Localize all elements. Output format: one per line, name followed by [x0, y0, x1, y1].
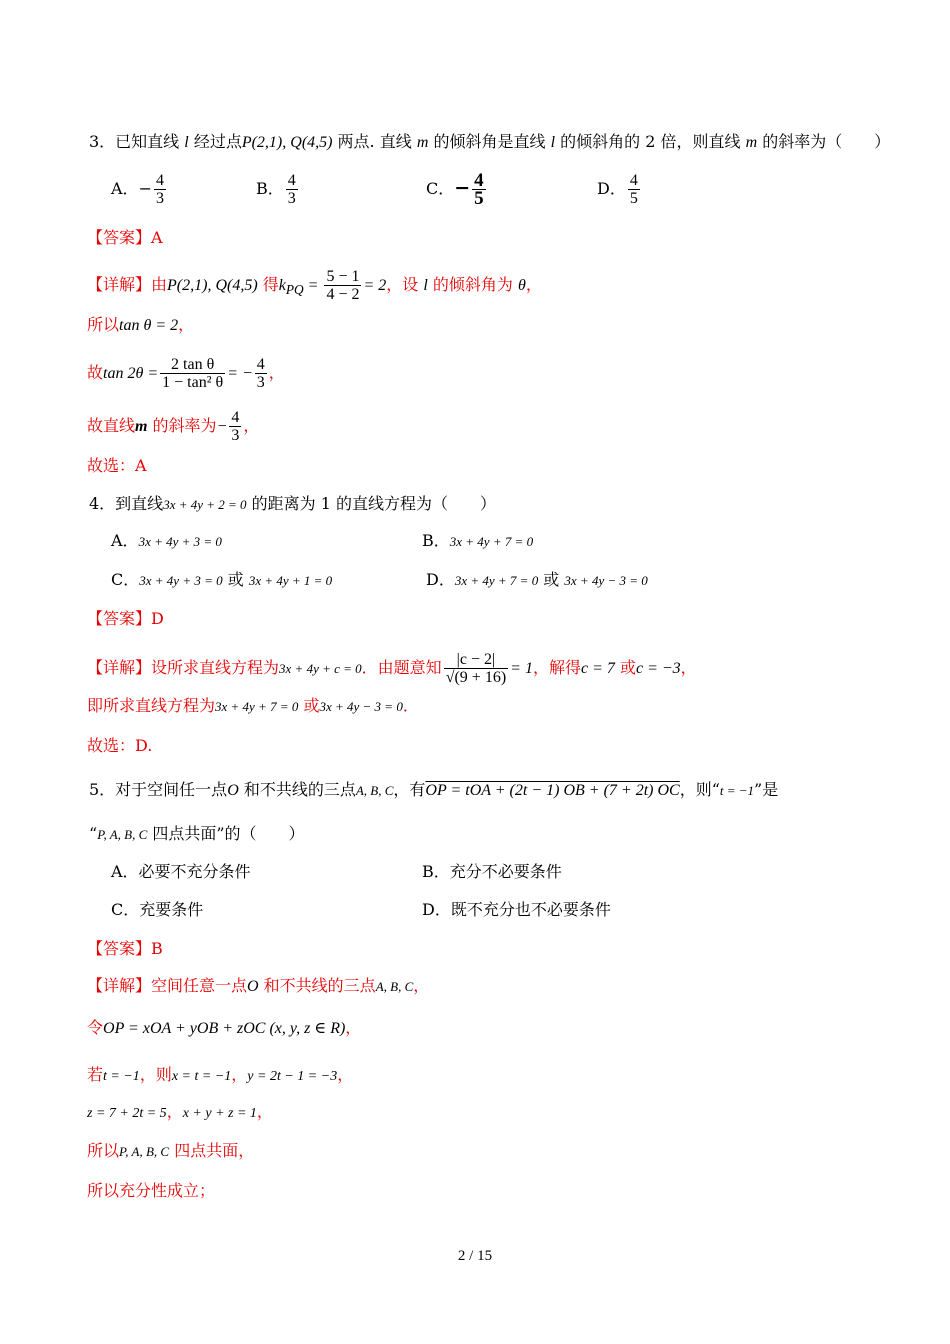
- q5-detail-6: 所以充分性成立；: [87, 1181, 216, 1200]
- q3-option-a: A．− $\frac{4}{3}$: [111, 172, 164, 207]
- q4-answer: 【答案】D: [87, 609, 164, 628]
- q5-stem-1: 5．对于空间任一点O 和不共线的三点A, B, C，有OP = tOA + (2t − 1) OB + (7 + 2t) OC，则“t = −1”是: [89, 780, 779, 799]
- q3-answer: 【答案】A: [87, 228, 163, 247]
- q3-choose: 故选：A: [87, 456, 147, 475]
- q5-detail-5: 所以P, A, B, C 四点共面，: [87, 1141, 255, 1160]
- q4-option-c: C．3x + 4y + 3 = 0 或 3x + 4y + 1 = 0: [111, 570, 333, 589]
- q3-points: P(2,1), Q(4,5): [241, 134, 333, 151]
- q4-detail-1: 【详解】设所求直线方程为3x + 4y + c = 0．由题意知 $\frac{|c - 2|}{√(9 + 16)}$ = 1，解得c = 7 或c = −3，: [87, 651, 697, 686]
- q3-detail-2: 所以tan θ = 2，: [87, 315, 195, 334]
- q5-detail-2: 令OP = xOA + yOB + zOC (x, y, z ∈ R)，: [87, 1018, 362, 1037]
- q4-stem: 4．到直线3x + 4y + 2 = 0 的距离为 1 的直线方程为（ ）: [89, 494, 496, 513]
- q3-detail-3: 故tan 2θ = $\frac{\text{2 tan θ}}{\text{1 − tan² θ}}$ = − $\frac{4}{3}$ ，: [87, 356, 285, 391]
- q4-option-a: A．3x + 4y + 3 = 0: [111, 531, 222, 550]
- q4-choose: 故选：D.: [87, 736, 153, 755]
- q4-detail-2: 即所求直线方程为3x + 4y + 7 = 0 或3x + 4y − 3 = 0．: [87, 696, 419, 715]
- q3-stem: 3．已知直线 l 经过点P(2,1), Q(4,5) 两点. 直线 m 的倾斜角是直线 l 的倾斜角的 2 倍，则直线 m 的斜率为（ ）: [89, 132, 891, 151]
- q5-option-d: D．既不充分也不必要条件: [422, 900, 611, 919]
- q5-detail-1: 【详解】空间任意一点O 和不共线的三点A, B, C，: [87, 976, 430, 995]
- q5-option-b: B．充分不必要条件: [422, 862, 562, 881]
- q5-detail-3: 若t = −1，则x = t = −1，y = 2t − 1 = −3，: [87, 1065, 354, 1084]
- q5-detail-4: z = 7 + 2t = 5，x + y + z = 1，: [87, 1102, 273, 1121]
- q3-option-d: D． $\frac{4}{5}$: [597, 172, 638, 207]
- q3-detail-1: 【详解】由P(2,1), Q(4,5) 得$k_{PQ}$ = $\frac{5 - 1}{4 - 2}$ = 2，设 l 的倾斜角为 θ，: [87, 268, 542, 303]
- q4-option-d: D．3x + 4y + 7 = 0 或 3x + 4y − 3 = 0: [426, 570, 648, 589]
- q5-answer: 【答案】B: [87, 939, 163, 958]
- q3-detail-4: 故直线m 的斜率为− $\frac{4}{3}$ ，: [87, 409, 260, 444]
- q5-stem-2: “P, A, B, C 四点共面”的（ ）: [89, 824, 305, 843]
- q5-option-a: A．必要不充分条件: [111, 862, 251, 881]
- q4-option-b: B．3x + 4y + 7 = 0: [422, 531, 534, 550]
- q3-option-c: C．− $\frac{4}{5}$: [426, 170, 484, 209]
- q5-option-c: C．充要条件: [111, 900, 204, 919]
- q3-option-b: B． $\frac{4}{3}$: [256, 172, 296, 207]
- page-number: 2 / 15: [457, 1248, 493, 1264]
